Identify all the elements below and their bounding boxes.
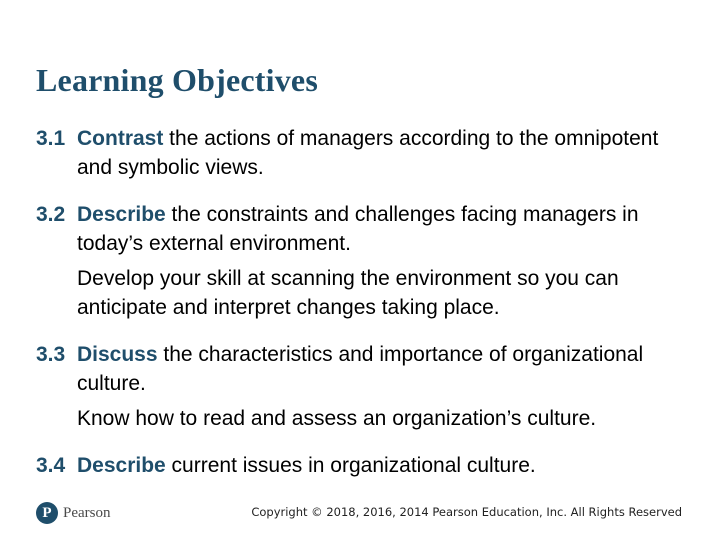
objective-text: the actions of managers according to the omnipotent and symbolic views.: [77, 127, 659, 179]
objective-number: 3.3: [36, 343, 66, 366]
objective-text: the characteristics and importance of organizational culture.: [77, 343, 644, 395]
objective-number: 3.4: [36, 454, 66, 477]
objective-verb: Discuss: [77, 343, 158, 366]
pearson-logo: [36, 500, 111, 526]
objective-sub-text: Know how to read and assess an organization’s culture.: [77, 407, 597, 430]
pearson-wordmark: Pearson: [63, 504, 111, 521]
objective-verb: Contrast: [77, 127, 164, 150]
objective-text: the constraints and challenges facing managers in today’s external environment.: [77, 203, 639, 255]
objective-verb: Describe: [77, 203, 166, 226]
pearson-logo-icon: P: [36, 502, 58, 524]
slide-title: Learning Objectives: [36, 62, 318, 98]
objective-3-1: [36, 124, 696, 182]
objective-number: 3.2: [36, 203, 66, 226]
objective-3-2: [36, 200, 696, 322]
objectives-list: [36, 124, 696, 498]
objective-number: 3.1: [36, 127, 66, 150]
objective-3-3: [36, 340, 696, 433]
objective-text: current issues in organizational culture.: [165, 454, 536, 477]
copyright-notice: Copyright © 2018, 2016, 2014 Pearson Education, Inc. All Rights Reserved: [251, 505, 682, 519]
objective-verb: Describe: [77, 454, 166, 477]
objective-sub-text: Develop your skill at scanning the environment so you can anticipate and interpret changes taking place.: [77, 267, 619, 319]
objective-3-4: [36, 451, 696, 480]
